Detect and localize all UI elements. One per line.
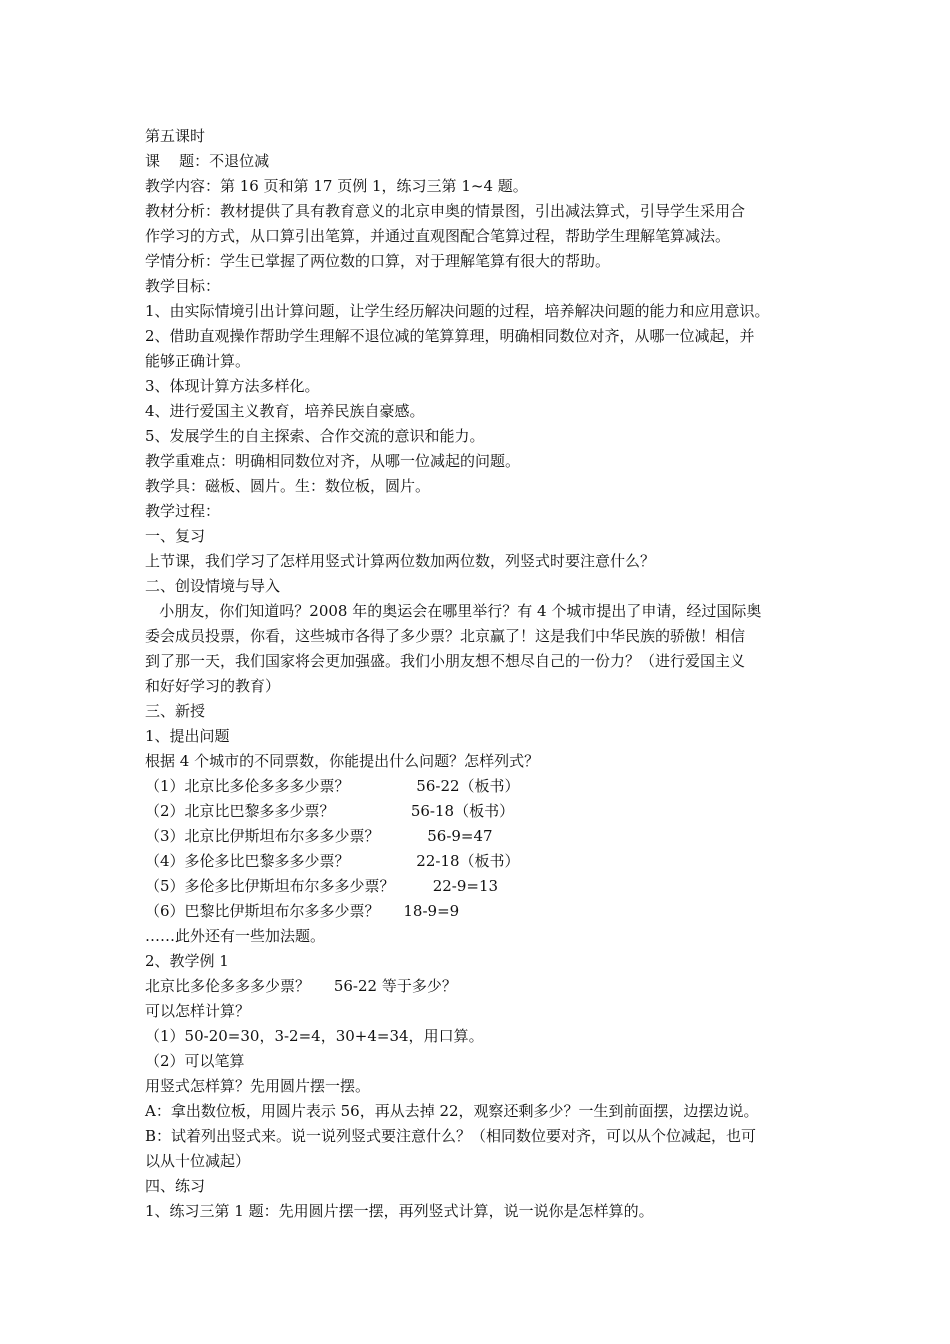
addition-note: ……此外还有一些加法题。 — [145, 927, 326, 945]
intro-text-2: 委会成员投票，你看，这些城市各得了多少票？北京赢了！这是我们中华民族的骄傲！相信 — [145, 627, 746, 645]
key-difficulty: 教学重难点：明确相同数位对齐，从哪一位减起的问题。 — [145, 452, 521, 470]
goal-5: 5、发展学生的自主探索、合作交流的意识和能力。 — [145, 427, 485, 445]
teaching-content: 教学内容：第 16 页和第 17 页例 1，练习三第 1~4 题。 — [145, 177, 528, 195]
method-oral: （1）50-20=30，3-2=4，30+4=34，用口算。 — [145, 1027, 484, 1045]
textbook-analysis-cont: 作学习的方式，从口算引出笔算，并通过直观图配合笔算过程，帮助学生理解笔算减法。 — [145, 227, 731, 245]
goal-2: 2、借助直观操作帮助学生理解不退位减的笔算算理，明确相同数位对齐，从哪一位减起，并 — [145, 327, 755, 345]
textbook-analysis: 教材分析：教材提供了具有教育意义的北京申奥的情景图，引出减法算式，引导学生采用合 — [145, 202, 746, 220]
question-3: （3）北京比伊斯坦布尔多多少票？ 56-9=47 — [145, 827, 493, 845]
goal-2-cont: 能够正确计算。 — [145, 352, 251, 370]
goal-1: 1、由实际情境引出计算问题，让学生经历解决问题的过程，培养解决问题的能力和应用意识。 — [145, 302, 770, 320]
question-5: （5）多伦多比伊斯坦布尔多多少票？ 22-9=13 — [145, 877, 499, 895]
section-intro: 二、创设情境与导入 — [145, 577, 281, 595]
how-to-calculate: 可以怎样计算？ — [145, 1002, 251, 1020]
subsection-example-1: 2、教学例 1 — [145, 952, 229, 970]
vertical-prompt: 用竖式怎样算？先用圆片摆一摆。 — [145, 1077, 371, 1095]
method-written: （2）可以笔算 — [145, 1052, 245, 1070]
intro-text-1: 小朋友，你们知道吗？2008 年的奥运会在哪里举行？有 4 个城市提出了申请，经过国际奥 — [145, 602, 762, 620]
question-prompt: 根据 4 个城市的不同票数，你能提出什么问题？怎样列式？ — [145, 752, 540, 770]
section-practice: 四、练习 — [145, 1177, 206, 1195]
teaching-process-heading: 教学过程： — [145, 502, 221, 520]
step-a: A：拿出数位板，用圆片表示 56，再从去掉 22，观察还剩多少？一生到前面摆，边摆边说。 — [145, 1102, 759, 1120]
question-2: （2）北京比巴黎多多少票？ 56-18（板书） — [145, 802, 515, 820]
section-review: 一、复习 — [145, 527, 206, 545]
question-4: （4）多伦多比巴黎多多少票？ 22-18（板书） — [145, 852, 520, 870]
intro-text-4: 和好好学习的教育） — [145, 677, 281, 695]
step-b-cont: 以从十位减起） — [145, 1152, 251, 1170]
step-b: B：试着列出竖式来。说一说列竖式要注意什么？（相同数位要对齐，可以从个位减起，也可 — [145, 1127, 757, 1145]
example-question: 北京比多伦多多多少票？ 56-22 等于多少？ — [145, 977, 457, 995]
teaching-goals-heading: 教学目标： — [145, 277, 221, 295]
goal-3: 3、体现计算方法多样化。 — [145, 377, 320, 395]
student-analysis: 学情分析：学生已掌握了两位数的口算，对于理解笔算有很大的帮助。 — [145, 252, 611, 270]
review-text: 上节课，我们学习了怎样用竖式计算两位数加两位数，列竖式时要注意什么？ — [145, 552, 656, 570]
question-6: （6）巴黎比伊斯坦布尔多多少票？ 18-9=9 — [145, 902, 460, 920]
lesson-number: 第五课时 — [145, 127, 206, 145]
intro-text-3: 到了那一天，我们国家将会更加强盛。我们小朋友想不想尽自己的一份力？（进行爱国主义 — [145, 652, 746, 670]
question-1: （1）北京比多伦多多多少票？ 56-22（板书） — [145, 777, 520, 795]
lesson-topic: 课 题：不退位减 — [145, 152, 270, 170]
teaching-aids: 教学具：磁板、圆片。生：数位板，圆片。 — [145, 477, 431, 495]
section-new-lesson: 三、新授 — [145, 702, 206, 720]
goal-4: 4、进行爱国主义教育，培养民族自豪感。 — [145, 402, 425, 420]
practice-1: 1、练习三第 1 题：先用圆片摆一摆，再列竖式计算，说一说你是怎样算的。 — [145, 1202, 654, 1220]
subsection-raise-questions: 1、提出问题 — [145, 727, 230, 745]
document-body — [145, 124, 815, 1224]
